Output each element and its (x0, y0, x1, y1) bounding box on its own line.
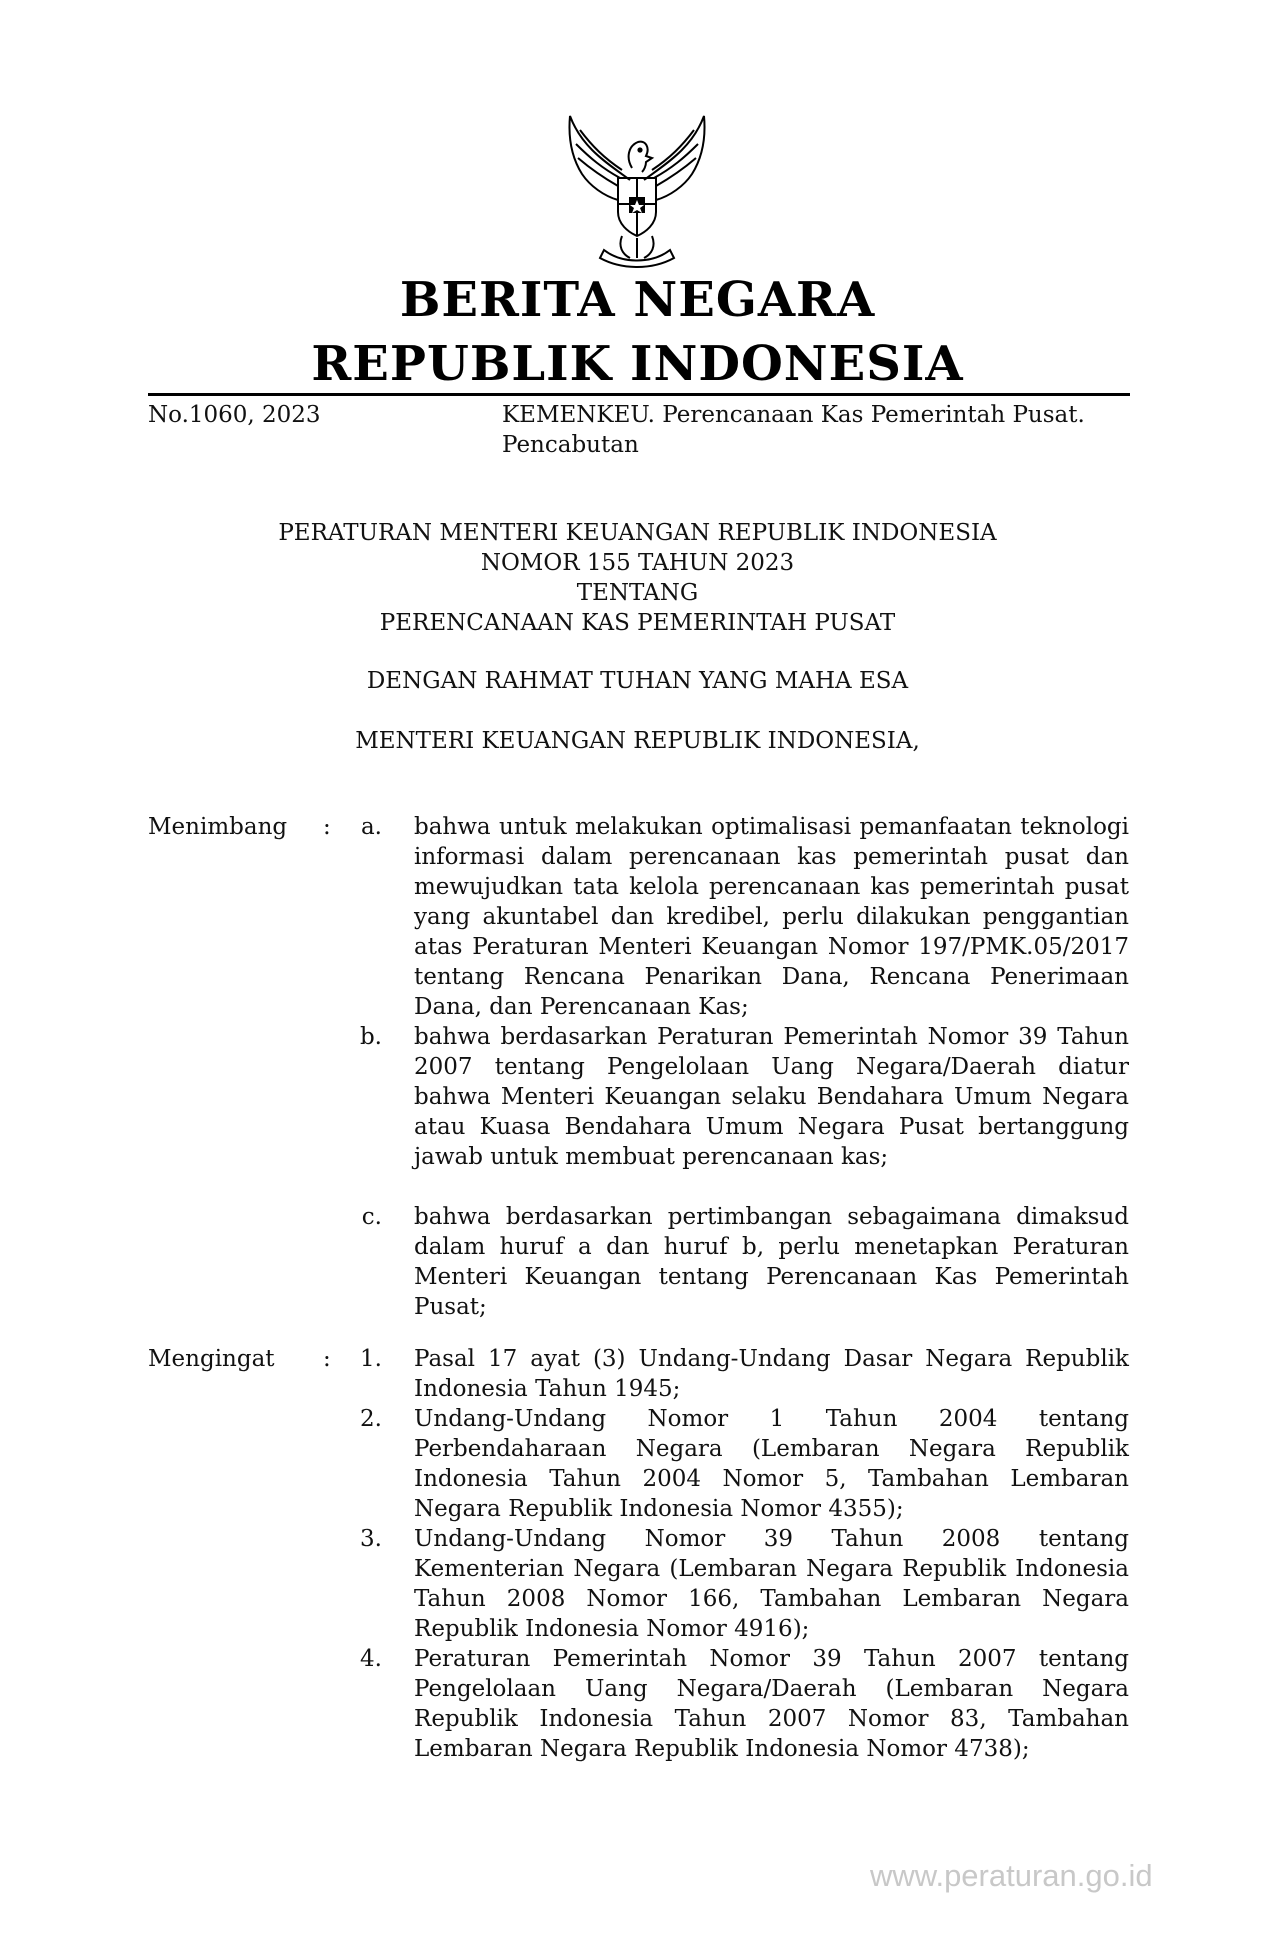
menimbang-item-c (414, 1202, 1129, 1322)
mengingat-item-4 (414, 1644, 1129, 1764)
regulation-title-line-2: NOMOR 155 TAHUN 2023 (480, 550, 795, 576)
menimbang-marker-a: a. (360, 814, 382, 840)
mengingat-item-1 (414, 1344, 1129, 1404)
mengingat-item-text: Pasal 17 ayat (3) Undang-Undang Dasar Negara Republik Indonesia Tahun 1945; (414, 1346, 1129, 1402)
issuer: MENTERI KEUANGAN REPUBLIK INDONESIA, (355, 728, 920, 754)
gazette-subject (502, 400, 1130, 460)
regulation-title-line-1: PERATURAN MENTERI KEUANGAN REPUBLIK INDONESIA (278, 520, 997, 546)
menimbang-item-b (414, 1022, 1129, 1172)
regulation-title-line-3: TENTANG (576, 580, 699, 606)
mengingat-item-text: Peraturan Pemerintah Nomor 39 Tahun 2007 tentang Pengelolaan Uang Negara/Daerah (Lembaran Negara Republik Indonesia Tahun 2007 Nomor 83, Tambahan Lembaran Negara Republik Indonesia Nomor 4738); (414, 1646, 1129, 1762)
mengingat-marker-3: 3. (360, 1526, 382, 1552)
gazette-subject-line-2: Pencabutan (502, 432, 639, 458)
mengingat-marker-2: 2. (360, 1406, 382, 1432)
gazette-number: No.1060, 2023 (148, 402, 321, 428)
menimbang-item-a (414, 812, 1129, 1022)
masthead-line-1: BERITA NEGARA (399, 272, 876, 328)
menimbang-colon: : (323, 814, 331, 840)
invocation: DENGAN RAHMAT TUHAN YANG MAHA ESA (366, 668, 909, 694)
mengingat-marker-4: 4. (360, 1646, 382, 1672)
watermark: www.peraturan.go.id (870, 1858, 1153, 1893)
mengingat-colon: : (323, 1346, 331, 1372)
mengingat-item-2 (414, 1404, 1129, 1524)
menimbang-item-text: bahwa berdasarkan Peraturan Pemerintah Nomor 39 Tahun 2007 tentang Pengelolaan Uang Negara/Daerah diatur bahwa Menteri Keuangan selaku Bendahara Umum Negara atau Kuasa Bendahara Umum Negara Pusat bertanggung jawab untuk membuat perencanaan kas; (414, 1024, 1129, 1170)
regulation-title-line-4: PERENCANAAN KAS PEMERINTAH PUSAT (379, 610, 896, 636)
mengingat-label: Mengingat (148, 1346, 275, 1372)
masthead-line-2: REPUBLIK INDONESIA (311, 336, 964, 392)
gazette-subject-line-1: KEMENKEU. Perencanaan Kas Pemerintah Pusat. (502, 402, 1085, 428)
menimbang-item-text: bahwa untuk melakukan optimalisasi pemanfaatan teknologi informasi dalam perencanaan kas pemerintah pusat dan mewujudkan tata kelola perencanaan kas pemerintah pusat yang akuntabel dan kredibel, perlu dilakukan penggantian atas Peraturan Menteri Keuangan Nomor 197/PMK.05/2017 tentang Rencana Penarikan Dana, Rencana Penerimaan Dana, dan Perencanaan Kas; (414, 814, 1129, 1020)
mengingat-item-3 (414, 1524, 1129, 1644)
masthead-divider (148, 393, 1130, 396)
menimbang-marker-b: b. (359, 1024, 382, 1050)
mengingat-marker-1: 1. (360, 1346, 382, 1372)
menimbang-marker-c: c. (361, 1204, 382, 1230)
garuda-emblem-icon (552, 108, 722, 268)
menimbang-label: Menimbang (148, 814, 288, 840)
menimbang-item-text: bahwa berdasarkan pertimbangan sebagaimana dimaksud dalam huruf a dan huruf b, perlu menetapkan Peraturan Menteri Keuangan tentang Perencanaan Kas Pemerintah Pusat; (414, 1204, 1129, 1320)
mengingat-item-text: Undang-Undang Nomor 39 Tahun 2008 tentang Kementerian Negara (Lembaran Negara Republik Indonesia Tahun 2008 Nomor 166, Tambahan Lembaran Negara Republik Indonesia Nomor 4916); (414, 1526, 1129, 1642)
mengingat-item-text: Undang-Undang Nomor 1 Tahun 2004 tentang Perbendaharaan Negara (Lembaran Negara Republik Indonesia Tahun 2004 Nomor 5, Tambahan Lembaran Negara Republik Indonesia Nomor 4355); (414, 1406, 1129, 1522)
